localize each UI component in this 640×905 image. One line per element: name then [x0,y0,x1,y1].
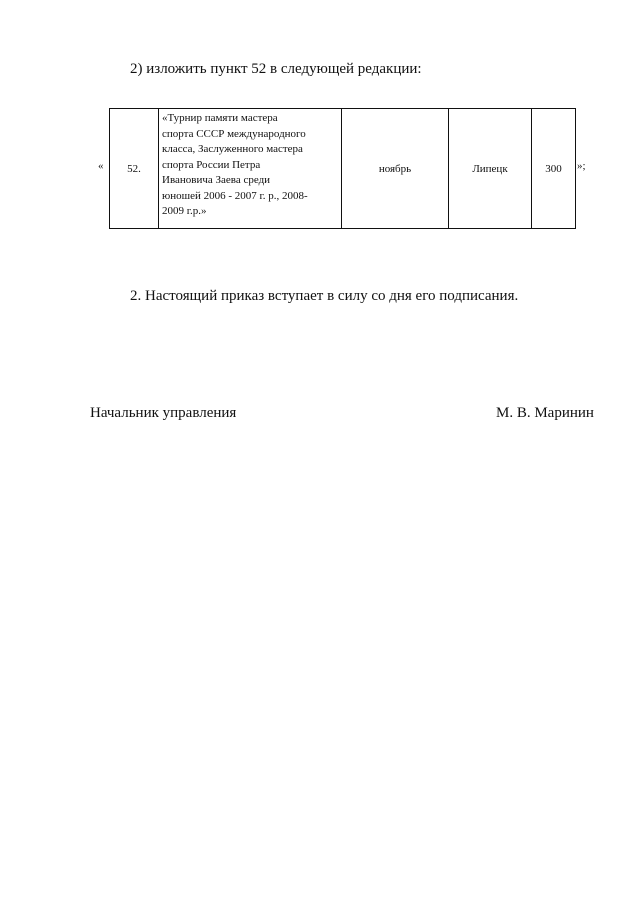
signatory-name: М. В. Маринин [496,405,594,421]
amount-cell: 300 [532,109,576,229]
signatory-position: Начальник управления [90,405,237,421]
amendment-intro: 2) изложить пункт 52 в следующей редакции: [130,61,422,77]
table-row [110,109,576,229]
event-description-cell: «Турнир памяти мастера спорта СССР международного класса, Заслуженного мастера спорта России Петра Ивановича Заева среди юношей 2006 - 2007 г. р., 2008- 2009 г.р.» [159,109,342,229]
item-number-cell: 52. [110,109,159,229]
effective-clause: 2. Настоящий приказ вступает в силу со дня его подписания. [130,288,519,304]
closing-quote: »; [577,160,586,172]
amendment-table [109,108,576,229]
month-cell: ноябрь [342,109,449,229]
opening-quote: « [98,160,104,172]
city-cell: Липецк [449,109,532,229]
